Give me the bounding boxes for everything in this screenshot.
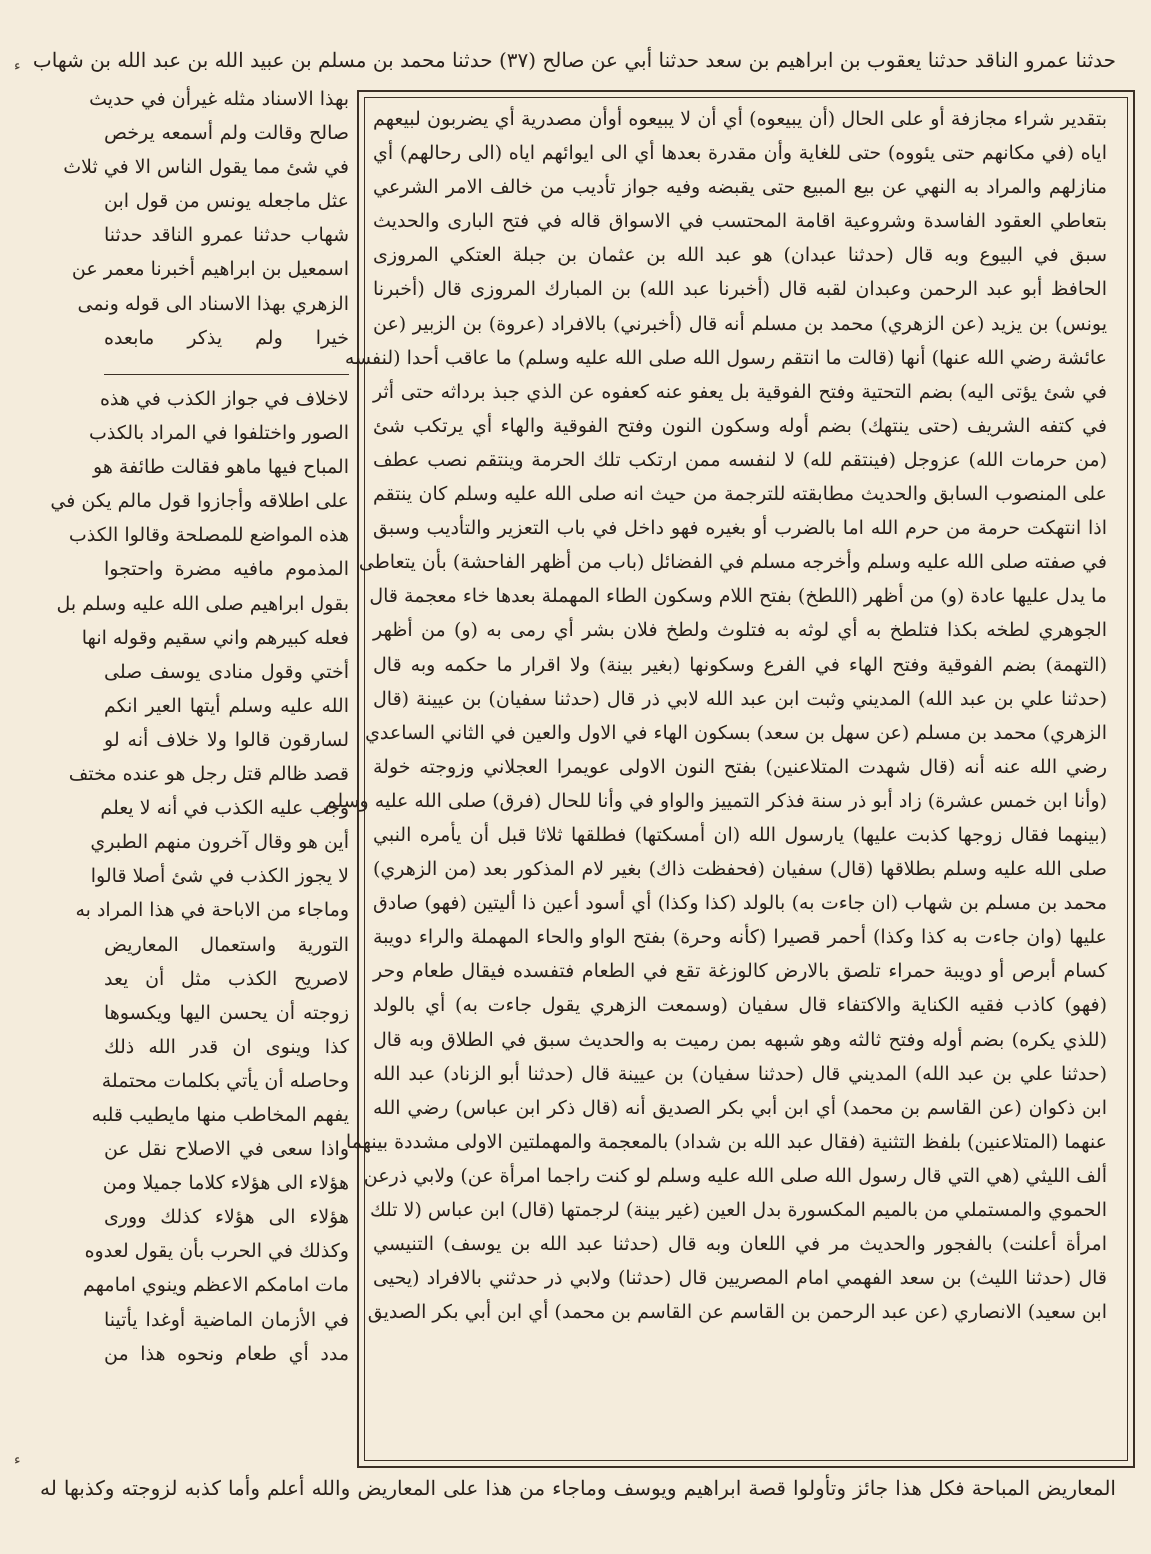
main-line: يونس) بن يزيد (عن الزهري) محمد بن مسلم أنه قال (أخبرني) بالافراد (عروة) بن الزبير (عن xyxy=(373,312,1107,335)
header-text-line: حدثنا عمرو الناقد حدثنا يعقوب بن ابراهيم بن سعد حدثنا أبي عن صالح (٣٧) حدثنا محمد بن مسلم بن عبيد الله بن عبد الله بن شهاب xyxy=(32,48,1116,72)
side-bottom-line: واذا سعى في الاصلاح نقل عن xyxy=(104,1138,349,1161)
main-line: (وأنا ابن خمس عشرة) زاد أبو ذر سنة فذكر التمييز والواو في وأنا للحال (فرق) صلى الله عليه وسلم xyxy=(324,789,1107,812)
side-bottom-line: لاصريح الكذب مثل أن يعد xyxy=(104,967,349,990)
main-line: ألف الليثي (هي التي قال رسول الله صلى الله عليه وسلم لو كنت راجما امرأة عن) ولابي ذرعن xyxy=(363,1164,1107,1187)
side-bottom-line: قصد ظالم قتل رجل هو عنده مختف xyxy=(68,763,349,786)
main-line: (بينهما فقال زوجها كذبت عليها) يارسول الله (ان أمسكتها) فطلقها ثلاثا قبل أن يأمره النبي xyxy=(373,823,1107,846)
side-bottom-line: يفهم المخاطب منها مايطيب قلبه xyxy=(91,1103,349,1126)
main-line: صلى الله عليه وسلم بطلاقها (قال) سفيان (فحفظت ذاك) بغير لام المذكور بعد (من الزهري) xyxy=(373,858,1107,881)
margin-marker-bottom: ء xyxy=(14,1452,21,1468)
side-bottom-line: مات امامكم الاعظم وينوي امامهم xyxy=(83,1274,349,1297)
main-line: الجوهري لطخه بكذا فتلطخ به أي لوثه به فتلوث ولطخ فلان بشر أي رمى به (و) من أظهر xyxy=(373,619,1107,642)
side-top-line: الزهري بهذا الاسناد الى قوله ونمى xyxy=(77,292,349,315)
side-bottom-line: هؤلاء الى هؤلاء كذلك وورى xyxy=(104,1206,349,1229)
side-bottom-line: لسارقون قالوا ولا خلاف أنه لو xyxy=(104,728,349,751)
side-bottom-line: كذا وينوى ان قدر الله ذلك xyxy=(104,1035,349,1058)
side-top-line: بهذا الاسناد مثله غيرأن في حديث xyxy=(89,88,349,110)
main-line: اذا انتهكت حرمة من حرم الله اما بالضرب أو بغيره فهو داخل في باب التعزير والتأديب وسبق xyxy=(373,517,1107,540)
side-bottom-line: زوجته أن يحسن اليها ويكسوها xyxy=(104,1001,349,1024)
main-line: منازلهم والمراد به النهي عن بيع المبيع حتى يقبضه وفيه جواز تأديب من خالف الامر الشرعي xyxy=(373,176,1107,199)
main-line: (من حرمات الله) عزوجل (فينتقم لله) لا لنفسه ممن ارتكب تلك الحرمة وينتقم نصب عطف xyxy=(373,448,1107,471)
main-line: رضي الله عنه أنه (قال شهدت المتلاعنين) بفتح النون الاولى عويمرا العجلاني وزوجته خولة xyxy=(373,755,1107,778)
side-top-line: شهاب حدثنا عمرو الناقد حدثنا xyxy=(104,224,349,247)
side-bottom-line: الله عليه وسلم أيتها العير انكم xyxy=(104,694,349,717)
side-top-line: عثل ماجعله يونس من قول ابن xyxy=(104,190,349,213)
main-line: ابن ذكوان (عن القاسم بن محمد) أي ابن أبي بكر الصديق أنه (قال ذكر ابن عباس) رضي الله xyxy=(373,1096,1107,1119)
footer-text-line: المعاريض المباحة فكل هذا جائز وتأولوا قصة ابراهيم ويوسف وماجاء من هذا على المعاريض والله أعلم وأما كذبه لزوجته وكذبها له xyxy=(40,1476,1116,1500)
side-bottom-line: لا يجوز الكذب في شئ أصلا قالوا xyxy=(90,865,349,888)
side-bottom-line: بقول ابراهيم صلى الله عليه وسلم بل xyxy=(56,592,349,615)
side-top-line: خيرا ولم يذكر مابعده xyxy=(104,326,349,349)
side-bottom-line: أختي وقول منادى يوسف صلى xyxy=(104,660,349,683)
main-line: امرأة أعلنت) بالفجور والحديث مر في اللعان وبه قال (حدثنا عبد الله بن يوسف) التنيسي xyxy=(373,1233,1107,1256)
main-line: (التهمة) بضم الفوقية وفتح الهاء في الفرع وسكونها (بغير بينة) ولا اقرار ما حكمه وبه قال xyxy=(373,653,1107,676)
main-line: محمد بن مسلم بن شهاب (ان جاءت به) بالولد (كذا وكذا) أي أسود أعين ذا أليتين (فهو) صادق xyxy=(373,892,1107,915)
main-line: ابن سعيد) الانصاري (عن عبد الرحمن بن القاسم عن القاسم بن محمد) أي ابن أبي بكر الصديق xyxy=(367,1301,1107,1324)
side-bottom-line: أين هو وقال آخرون منهم الطبري xyxy=(90,831,349,854)
main-line: سبق في البيوع وبه قال (حدثنا عبدان) هو عبد الله بن عثمان بن جبلة العتكي المروزى xyxy=(373,244,1107,267)
side-bottom-line: فعله كبيرهم واني سقيم وقوله انها xyxy=(81,626,349,649)
main-line: في صفته صلى الله عليه وسلم وأخرجه مسلم في الفضائل (باب من أظهر الفاحشة) بأن يتعاطى xyxy=(358,551,1107,574)
margin-marker-top: ء xyxy=(14,58,21,74)
side-bottom-line: في الأزمان الماضية أوغدا يأتينا xyxy=(104,1308,349,1331)
main-line: كسام أبرص أو دويبة حمراء تلصق بالارض كالوزغة تقع في الطعام فتفسده فيقال طعام وحر xyxy=(373,960,1107,983)
side-bottom-line: المذموم مافيه مضرة واحتجوا xyxy=(104,558,349,581)
main-line: في شئ يؤتى اليه) بضم التحتية وفتح الفوقية بل يعفو عنه كعفوه عن الذي جبذ برداثه حتى أثر xyxy=(373,380,1107,403)
side-bottom-line: مدد أي طعام ونحوه هذا من xyxy=(104,1342,349,1365)
side-top-line: صالح وقالت ولم أسمعه يرخص xyxy=(104,122,349,145)
main-line: عائشة رضي الله عنها) أنها (قالت ما انتقم رسول الله صلى الله عليه وسلم) ما عاقب أحدا (لنفسه xyxy=(344,346,1107,369)
side-divider xyxy=(104,374,349,375)
main-text-frame xyxy=(324,90,1135,1468)
main-line: (فهو) كاذب فقيه الكناية والاكتفاء قال سفيان (وسمعت الزهري يقول جاءت به) أي بالولد xyxy=(373,994,1107,1017)
main-line: (حدثنا علي بن عبد الله) المديني قال (حدثنا سفيان) بن عيينة قال (حدثنا أبو الزناد) عبد الله xyxy=(373,1062,1107,1085)
main-commentary xyxy=(324,102,1107,1462)
side-bottom-line: هؤلاء الى هؤلاء كلاما جميلا ومن xyxy=(102,1172,349,1195)
main-line: بتقدير شراء مجازفة أو على الحال (أن يبيعوه) أي أن لا يبيعوه أوأن مصدرية أي يضربون لبيعهم xyxy=(373,108,1107,130)
main-line: عليها (وان جاءت به كذا وكذا) أحمر قصيرا (كأنه وحرة) بفتح الواو والحاء المهملة والراء دويبة xyxy=(373,926,1107,949)
main-line: (حدثنا علي بن عبد الله) المديني وثبت ابن عبد الله لابي ذر قال (حدثنا سفيان) بن عيينة (قال xyxy=(373,687,1107,710)
side-bottom-line: المباح فيها ماهو فقالت طائفة هو xyxy=(93,456,349,479)
main-line: ما يدل عليها عادة (و) من أظهر (اللطخ) بفتح اللام وسكون الطاء المهملة بعدها خاء معجمة قال xyxy=(369,585,1107,608)
main-line: بتعاطي العقود الفاسدة وشروعية اقامة المحتسب في الاسواق قاله في فتح البارى والحديث xyxy=(373,210,1107,233)
side-bottom-line: وجب عليه الكذب في أنه لا يعلم xyxy=(100,797,349,820)
main-line: عنهما (المتلاعنين) بلفظ التثنية (فقال عبد الله بن شداد) بالمعجمة والمهملتين الاولى مشددة بينهما xyxy=(345,1130,1107,1153)
main-line: قال (حدثنا الليث) بن سعد الفهمي امام المصريين قال (حدثنا) ولابي ذر حدثني بالافراد (يحيى xyxy=(373,1267,1107,1290)
main-line: الزهري) محمد بن مسلم (عن سهل بن سعد) بسكون الهاء في الاول والعين في الثاني الساعدي xyxy=(365,721,1107,744)
side-bottom-line: التورية واستعمال المعاريض xyxy=(104,933,349,956)
main-line: (للذي يكره) بضم أوله وفتح ثالثه وهو شبهه بمن رميت به والحديث سبق في الطلاق وبه قال xyxy=(373,1028,1107,1051)
side-commentary-top xyxy=(63,82,349,355)
side-top-line: في شئ مما يقول الناس الا في ثلاث xyxy=(63,156,349,179)
side-top-line: اسمعيل بن ابراهيم أخبرنا معمر عن xyxy=(71,258,349,281)
side-bottom-line: هذه المواضع للمصلحة وقالوا الكذب xyxy=(68,524,349,547)
main-line: على المنصوب السابق والحديث مطابقته للترجمة من حيث انه صلى الله عليه وسلم كان ينتقم xyxy=(373,483,1107,506)
side-bottom-line: على اطلاقه وأجازوا قول مالم يكن في xyxy=(50,490,349,513)
side-bottom-line: وماجاء من الاباحة في هذا المراد به xyxy=(75,899,349,922)
side-bottom-line: الصور واختلفوا في المراد بالكذب xyxy=(88,422,349,445)
main-line: اياه (في مكانهم حتى يئووه) حتى للغاية وأن مقدرة بعدها أي الى ايوائهم اياه (الى رحالهم) أي xyxy=(373,142,1107,165)
side-bottom-line: وحاصله أن يأتي بكلمات محتملة xyxy=(101,1069,349,1092)
main-line: الحموي والمستملي من بالميم المكسورة بدل العين (غير بينة) لرجمتها (قال) ابن عباس (لا تلك xyxy=(369,1199,1107,1221)
main-line: الحافظ أبو عبد الرحمن وعبدان لقبه قال (أخبرنا عبد الله) بن المبارك المروزى قال (أخبرنا xyxy=(373,278,1107,301)
main-line: في كتفه الشريف (حتى ينتهك) بضم أوله وسكون النون وفتح الفوقية والهاء أي يرتكب شئ xyxy=(373,414,1107,437)
side-commentary-bottom xyxy=(50,382,349,1371)
side-bottom-line: وكذلك في الحرب بأن يقول لعدوه xyxy=(84,1240,349,1263)
side-bottom-line: لاخلاف في جواز الكذب في هذه xyxy=(99,388,349,410)
